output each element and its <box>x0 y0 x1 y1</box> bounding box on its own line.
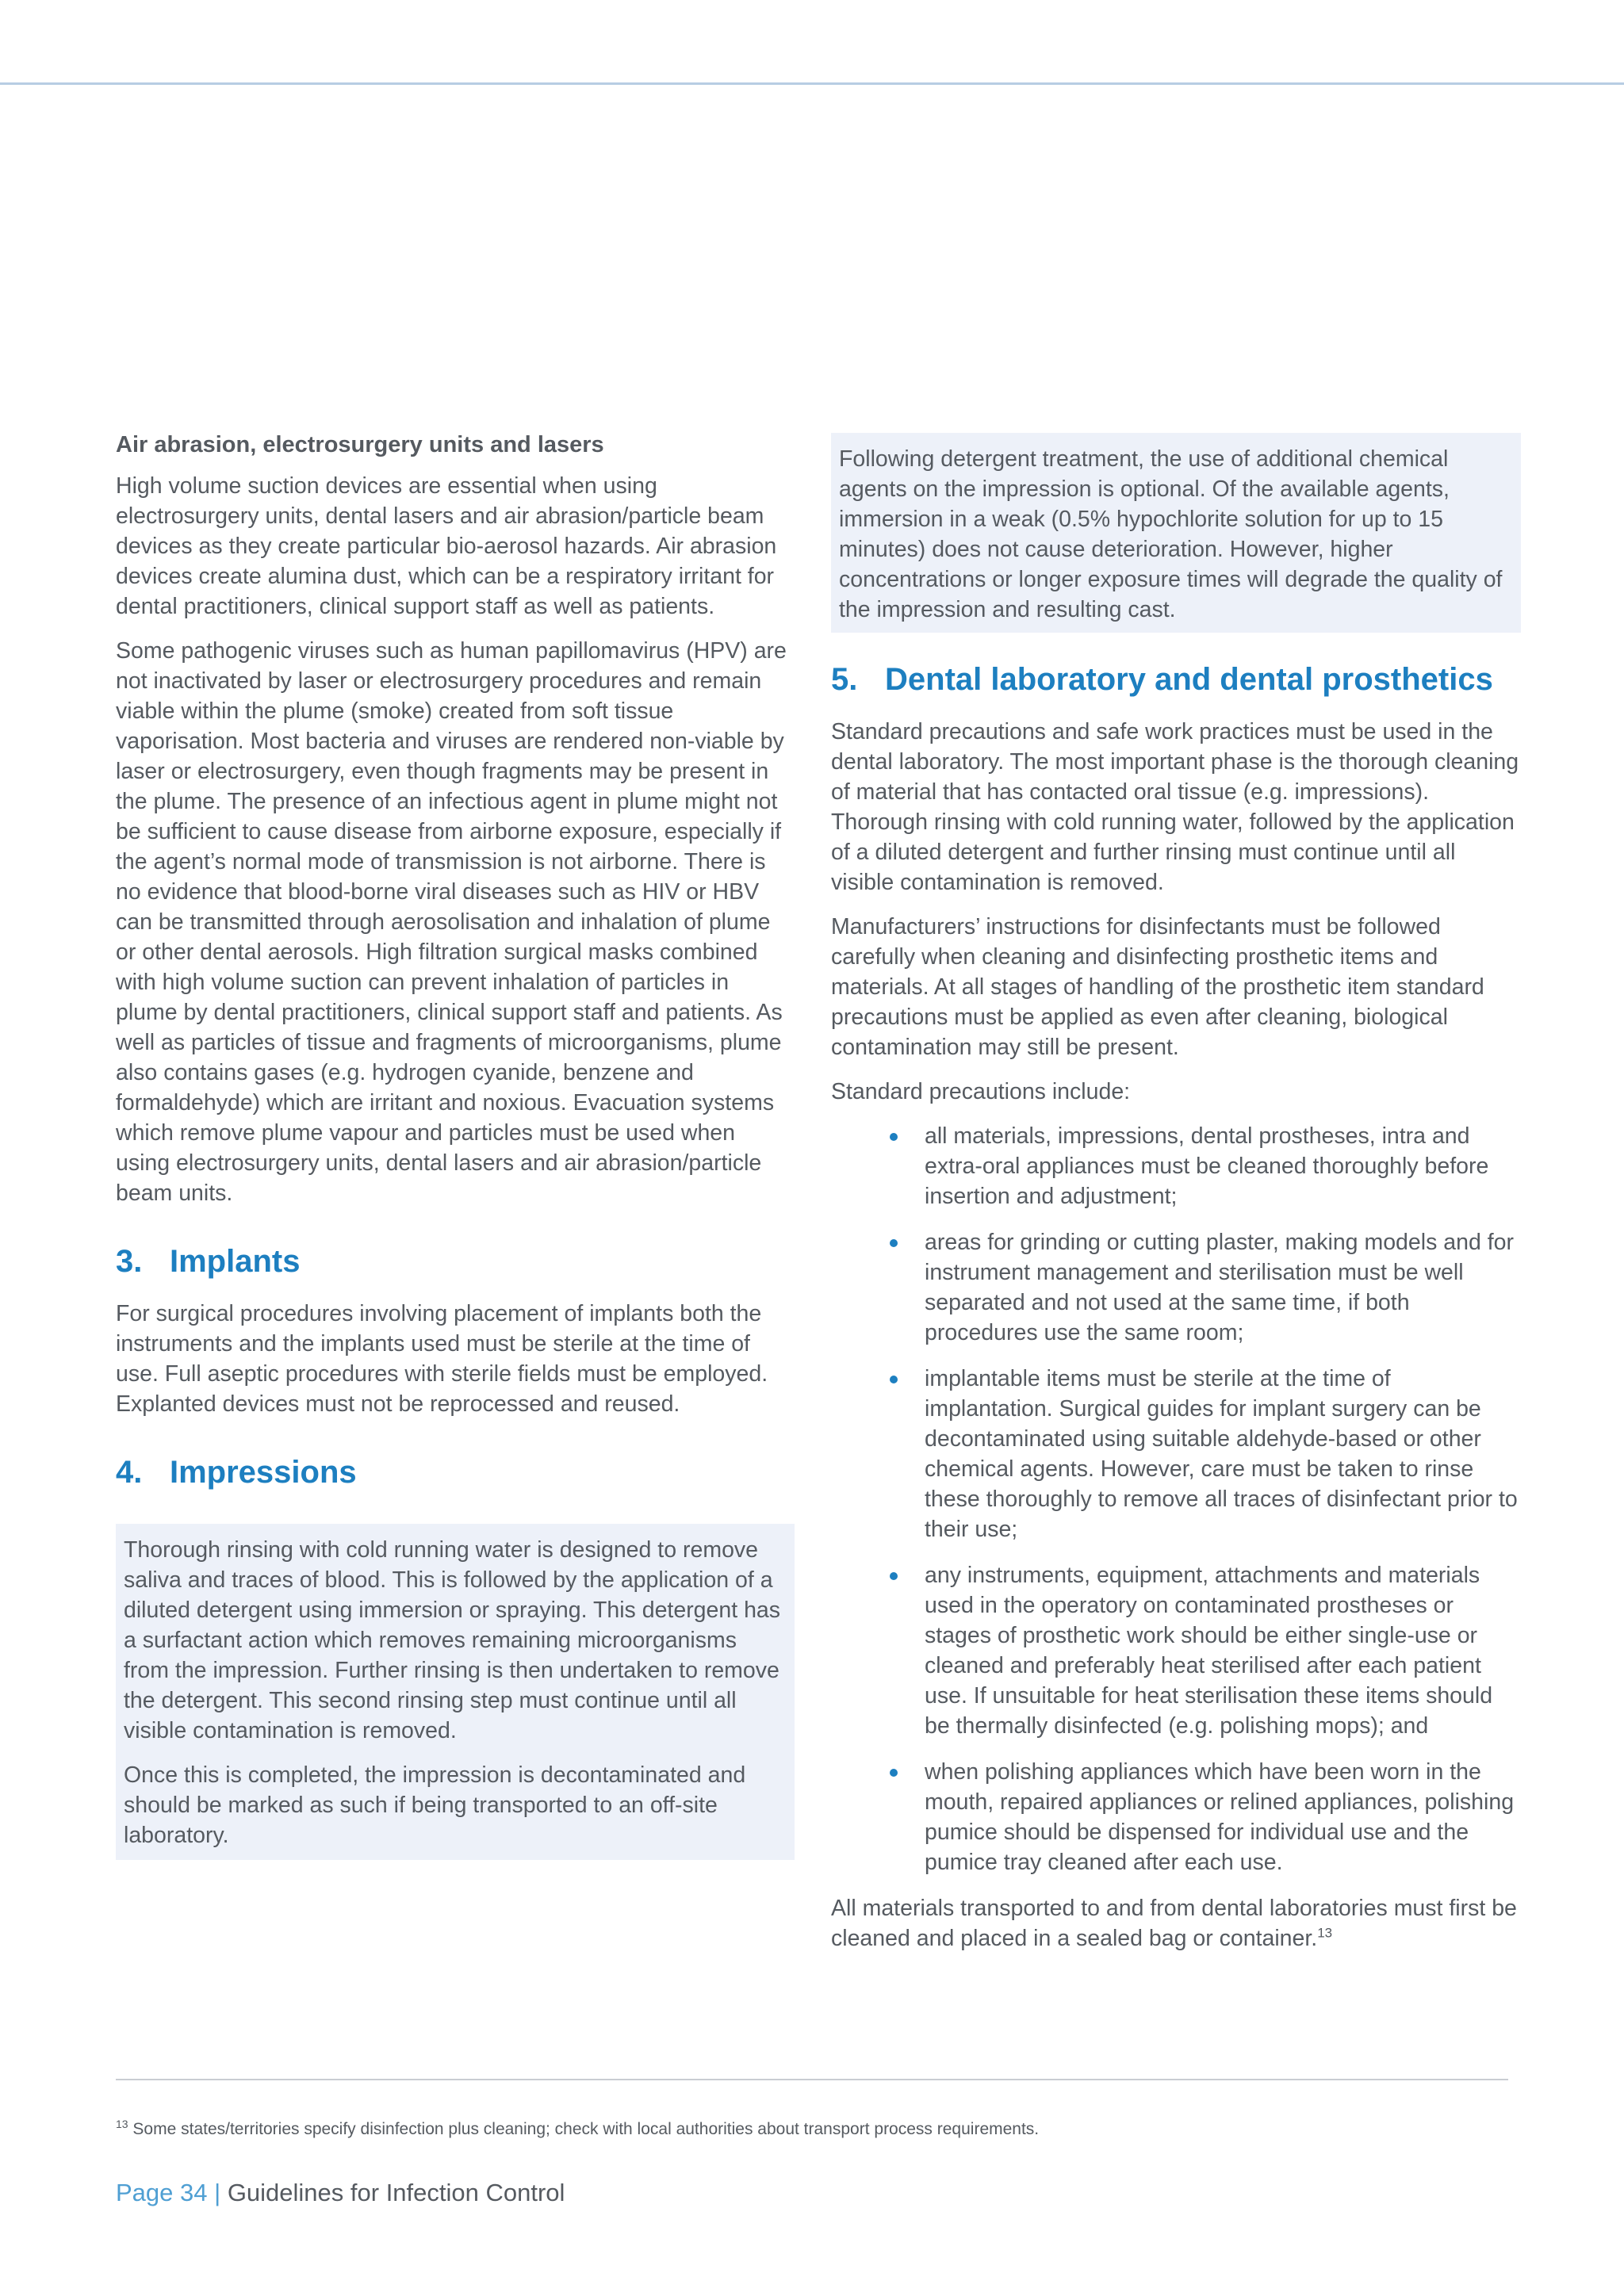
impressions-box-paragraph-1: Thorough rinsing with cold running water is designed to remove saliva and traces of blood. This is followed by the application of a diluted detergent using immersion or spraying. This detergent has a surfactant action which removes remaining microorganisms from the impression. Further rinsing is then undertaken to remove the detergent. This second rinsing step must continue until all visible contamination is removed. <box>124 1537 781 1743</box>
air-abrasion-subheading: Air abrasion, electrosurgery units and lasers <box>116 432 604 457</box>
impressions-box-paragraph-2: Once this is completed, the impression is decontaminated and should be marked as such if being transported to an off-site laboratory. <box>124 1762 746 1848</box>
section-4-title: Impressions <box>170 1455 357 1490</box>
footnote-number: 13 <box>116 2118 128 2130</box>
footer-separator: | <box>214 2179 221 2206</box>
top-rule <box>0 82 1624 85</box>
impressions-callout-box <box>116 1524 795 1860</box>
list-item: all materials, impressions, dental prostheses, intra and extra-oral appliances must be cleaned thoroughly before insertion and adjustment; <box>925 1121 1521 1211</box>
detergent-box-paragraph: Following detergent treatment, the use of additional chemical agents on the impression is optional. Of the available agents, immersion in a weak (0.5% hypochlorite solution for up to 15 minutes) does not cause deterioration. However, higher concentrations or longer exposure times will degrade the quality of the impression and resulting cast. <box>839 446 1503 622</box>
footnote-divider <box>116 2079 1508 2080</box>
section-5-title: Dental laboratory and dental prosthetics <box>885 662 1493 697</box>
section-3-number: 3. <box>116 1244 143 1279</box>
precautions-intro: Standard precautions include: <box>831 1079 1131 1104</box>
section-5-number: 5. <box>831 662 858 697</box>
list-item: implantable items must be sterile at the time of implantation. Surgical guides for implant surgery can be decontaminated using suitable aldehyde-based or other chemical agents. However, care must be taken to rinse these thoroughly to remove all traces of disinfectant prior to their use; <box>925 1364 1521 1544</box>
air-abrasion-paragraph-2: Some pathogenic viruses such as human papillomavirus (HPV) are not inactivated by laser or electrosurgery procedures and remain viable within the plume (smoke) created from soft tissue vaporisation. Most bacteria and viruses are rendered non-viable by laser or electrosurgery, even though fragments may be present in the plume. The presence of an infectious agent in plume might not be sufficient to cause disease from airborne exposure, especially if the agent’s normal mode of transmission is not airborne. There is no evidence that blood-borne viral diseases such as HIV or HBV can be transmitted through aerosolisation and inhalation of plume or other dental aerosols. High filtration surgical masks combined with high volume suction can prevent inhalation of particles in plume by dental practitioners, clinical support staff and patients. As well as particles of tissue and fragments of microorganisms, plume also contains gases (e.g. hydrogen cyanide, benzene and formaldehyde) which are irritant and noxious. Evacuation systems which remove plume vapour and particles must be used when using electrosurgery units, dental lasers and air abrasion/particle beam units. <box>116 638 787 1206</box>
implants-paragraph: For surgical procedures involving placement of implants both the instruments and the implants used must be sterile at the time of use. Full aseptic procedures with sterile fields must be employed. Explanted devices must not be reprocessed and reused. <box>116 1301 768 1417</box>
section-3-title: Implants <box>170 1244 301 1279</box>
list-item: when polishing appliances which have been worn in the mouth, repaired appliances or relined appliances, polishing pumice should be dispensed for individual use and the pumice tray cleaned after each use. <box>925 1757 1521 1877</box>
list-item: areas for grinding or cutting plaster, making models and for instrument management and sterilisation must be well separated and not used at the same time, if both procedures use the same room; <box>925 1227 1521 1348</box>
detergent-callout-box <box>831 433 1521 633</box>
laboratory-paragraph-1: Standard precautions and safe work practices must be used in the dental laboratory. The most important phase is the thorough cleaning of material that has contacted oral tissue (e.g. impressions). Thorough rinsing with cold running water, followed by the application of a diluted detergent and further rinsing must continue until all visible contamination is removed. <box>831 719 1519 895</box>
precautions-list <box>831 1121 1521 1877</box>
section-5-heading <box>831 660 1521 699</box>
section-4-number: 4. <box>116 1455 143 1490</box>
closing-paragraph <box>831 1893 1521 1954</box>
page-number: Page 34 <box>116 2179 208 2206</box>
list-item: any instruments, equipment, attachments and materials used in the operatory on contaminated prostheses or stages of prosthetic work should be either single-use or cleaned and preferably heat sterilised after each patient use. If unsuitable for heat sterilisation these items should be thermally disinfected (e.g. polishing mops); and <box>925 1560 1521 1741</box>
document-title: Guidelines for Infection Control <box>227 2179 565 2206</box>
section-4-heading <box>116 1452 795 1492</box>
footnote-text: Some states/territories specify disinfection plus cleaning; check with local authorities about transport process requirements. <box>132 2120 1040 2138</box>
air-abrasion-paragraph-1: High volume suction devices are essential when using electrosurgery units, dental lasers and air abrasion/particle beam devices as they create particular bio-aerosol hazards. Air abrasion devices create alumina dust, which can be a respiratory irritant for dental practitioners, clinical support staff as well as patients. <box>116 473 777 619</box>
page-footer <box>116 2177 565 2209</box>
left-column <box>116 430 795 1860</box>
closing-text: All materials transported to and from dental laboratories must first be cleaned and placed in a sealed bag or container. <box>831 1896 1517 1951</box>
footnote-reference[interactable]: 13 <box>1317 1925 1333 1941</box>
section-3-heading <box>116 1242 795 1281</box>
laboratory-paragraph-2: Manufacturers’ instructions for disinfectants must be followed carefully when cleaning and disinfecting prosthetic items and materials. At all stages of handling of the prosthetic item standard precautions must be applied as even after cleaning, biological contamination may still be present. <box>831 914 1484 1060</box>
footnote <box>116 2118 1039 2141</box>
right-column <box>831 433 1521 1968</box>
